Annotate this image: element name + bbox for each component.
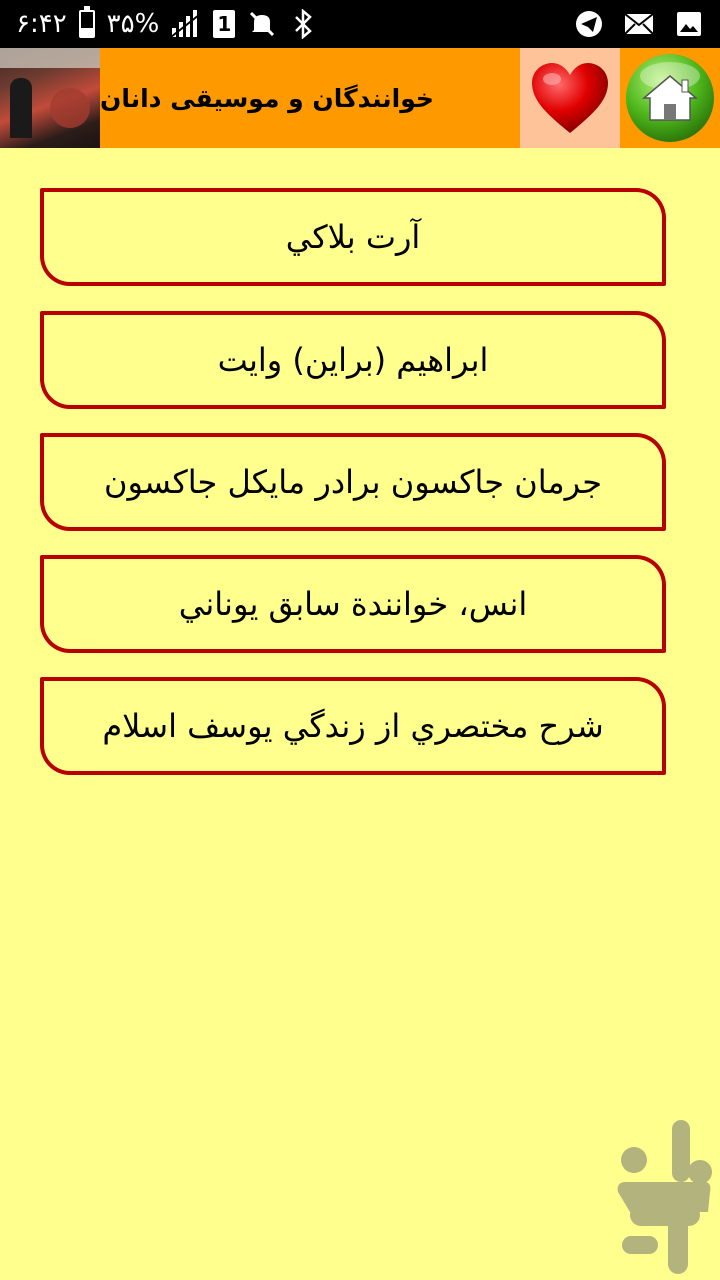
- list-item-label: آرت بلاكي: [285, 218, 421, 256]
- heart-icon: [528, 59, 612, 137]
- list-item-label: شرح مختصري از زندگي يوسف اسلام: [102, 707, 604, 745]
- mute-icon: [247, 9, 277, 39]
- status-bar: [0, 0, 720, 48]
- telegram-icon: [574, 9, 604, 39]
- mail-icon: [624, 9, 654, 39]
- app-header: [0, 48, 720, 148]
- list-item[interactable]: [40, 433, 666, 531]
- list-item-label: جرمان جاكسون برادر مايكل جاكسون: [103, 463, 603, 501]
- signal-icon: [171, 9, 201, 39]
- bluetooth-icon: [289, 9, 319, 39]
- list-item[interactable]: [40, 311, 666, 409]
- list-item[interactable]: [40, 677, 666, 775]
- image-icon: [674, 9, 704, 39]
- header-thumbnail-image: [0, 48, 100, 148]
- battery-percent: ۳۵%: [106, 9, 160, 39]
- bazaar-logo-icon: [612, 1116, 716, 1276]
- status-right: [574, 9, 704, 39]
- home-icon: [624, 52, 716, 144]
- list-item[interactable]: [40, 188, 666, 286]
- list-item-label: انس، خوانندة سابق يوناني: [178, 585, 528, 623]
- favorite-button[interactable]: [520, 48, 620, 148]
- list-item-label: ابراهيم (براين) وايت: [217, 341, 489, 379]
- sim-icon: 1: [213, 10, 235, 38]
- status-time: ۶:۴۲: [16, 9, 67, 39]
- home-button[interactable]: [620, 48, 720, 148]
- list-item[interactable]: [40, 555, 666, 653]
- battery-icon: [79, 10, 95, 38]
- header-title: خوانندگان و موسیقی دانان: [100, 83, 434, 113]
- status-left: [16, 9, 319, 39]
